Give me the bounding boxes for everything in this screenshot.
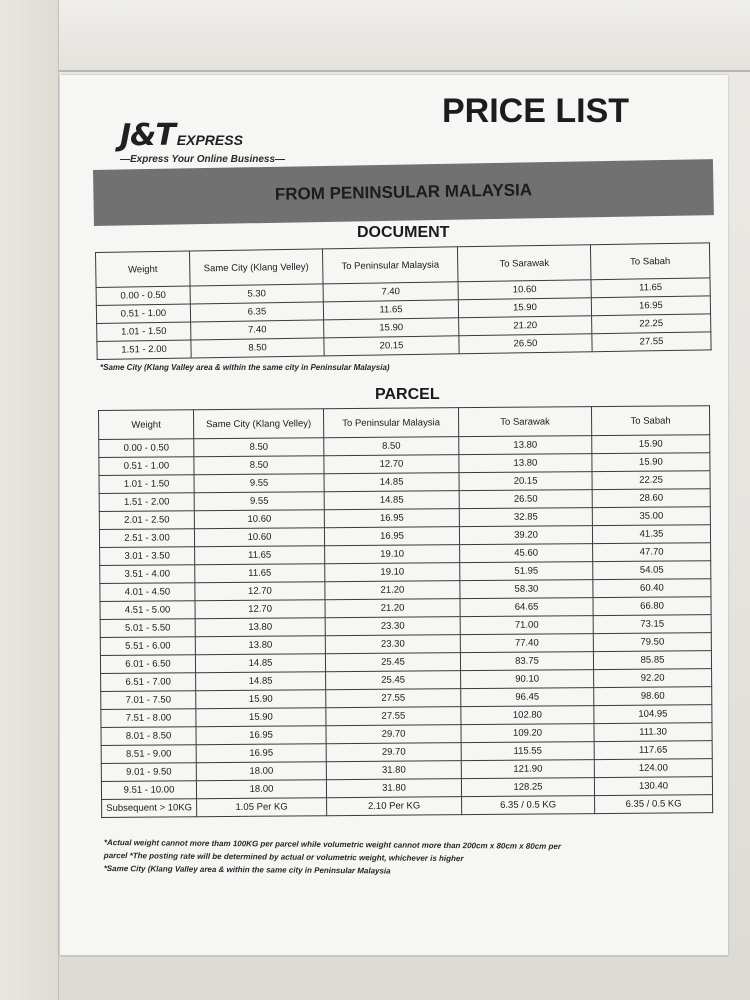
cell: 8.51 - 9.00 xyxy=(101,745,196,764)
cell: 98.60 xyxy=(594,687,712,706)
cell: 0.00 - 0.50 xyxy=(99,439,194,458)
cell: 23.30 xyxy=(325,635,460,654)
cell: 39.20 xyxy=(459,526,592,545)
col-sarawak: To Sarawak xyxy=(457,245,591,282)
cell: 73.15 xyxy=(593,615,711,634)
cell: 1.51 - 2.00 xyxy=(99,493,194,512)
cell: 45.60 xyxy=(460,544,593,563)
cell: 58.30 xyxy=(460,580,593,599)
cell: 47.70 xyxy=(593,543,711,562)
sleeve-top-edge xyxy=(0,0,750,72)
document-price-table xyxy=(95,242,712,360)
cell: 96.45 xyxy=(461,688,594,707)
cell: 15.90 xyxy=(196,690,326,709)
cell: 16.95 xyxy=(591,296,710,316)
cell: 115.55 xyxy=(461,742,594,761)
col-sarawak: To Sarawak xyxy=(458,407,591,437)
cell: 14.85 xyxy=(196,672,326,691)
col-sabah: To Sabah xyxy=(590,243,710,280)
cell: 92.20 xyxy=(594,669,712,688)
cell: 6.35 xyxy=(190,302,323,322)
col-weight: Weight xyxy=(96,251,191,287)
document-table-wrap xyxy=(95,242,712,360)
cell: 13.80 xyxy=(459,454,592,473)
cell: 8.50 xyxy=(194,456,324,475)
cell: 21.20 xyxy=(325,599,460,618)
cell: 2.51 - 3.00 xyxy=(99,529,194,548)
cell: 26.50 xyxy=(459,334,592,354)
cell: 22.25 xyxy=(592,314,711,334)
cell: 12.70 xyxy=(195,582,325,601)
cell: 2.10 Per KG xyxy=(327,797,462,816)
cell: 1.01 - 1.50 xyxy=(97,322,191,341)
cell: 27.55 xyxy=(592,332,711,352)
cell: 128.25 xyxy=(461,778,594,797)
cell: 7.40 xyxy=(323,282,458,302)
cell: 4.01 - 4.50 xyxy=(100,583,195,602)
cell: 54.05 xyxy=(593,561,711,580)
document-note: *Same City (Klang Valley area & within the same city in Peninsular Malaysia) xyxy=(100,363,390,372)
cell: 16.95 xyxy=(196,726,326,745)
parcel-table-wrap xyxy=(98,405,713,818)
sheet-bottom-edge xyxy=(60,955,728,957)
cell: 29.70 xyxy=(326,725,461,744)
cell: 13.80 xyxy=(195,636,325,655)
cell: 9.55 xyxy=(194,474,324,493)
cell: 26.50 xyxy=(459,490,592,509)
cell: 27.55 xyxy=(326,689,461,708)
cell: 15.90 xyxy=(592,453,710,472)
parcel-table-body xyxy=(99,435,713,818)
cell: 3.01 - 3.50 xyxy=(100,547,195,566)
origin-banner-text: FROM PENINSULAR MALAYSIA xyxy=(274,180,533,204)
cell: 28.60 xyxy=(592,489,710,508)
cell: 0.51 - 1.00 xyxy=(99,457,194,476)
cell: 8.50 xyxy=(324,437,459,456)
cell: 15.90 xyxy=(592,435,710,454)
page-title: PRICE LIST xyxy=(442,92,630,130)
cell: 5.01 - 5.50 xyxy=(100,619,195,638)
cell: 23.30 xyxy=(325,617,460,636)
cell: 14.85 xyxy=(324,491,459,510)
cell: 117.65 xyxy=(594,741,712,760)
cell: 10.60 xyxy=(194,510,324,529)
col-sabah: To Sabah xyxy=(591,406,709,436)
cell: 102.80 xyxy=(461,706,594,725)
cell: 16.95 xyxy=(196,744,326,763)
cell: 12.70 xyxy=(195,600,325,619)
cell: 11.65 xyxy=(195,564,325,583)
brand-logo xyxy=(120,118,285,165)
cell: 27.55 xyxy=(326,707,461,726)
cell: 124.00 xyxy=(594,759,712,778)
cell: 90.10 xyxy=(461,670,594,689)
cell: 109.20 xyxy=(461,724,594,743)
cell: 21.20 xyxy=(325,581,460,600)
cell: 13.80 xyxy=(459,436,592,455)
cell: 16.95 xyxy=(324,527,459,546)
cell: 6.35 / 0.5 KG xyxy=(462,796,595,815)
col-peninsular: To Peninsular Malaysia xyxy=(322,247,458,284)
cell: 11.65 xyxy=(323,300,458,320)
cell: 130.40 xyxy=(594,777,712,796)
cell: 7.51 - 8.00 xyxy=(101,709,196,728)
brand-name: J&T xyxy=(120,118,175,153)
parcel-notes xyxy=(104,836,561,879)
cell: 1.01 - 1.50 xyxy=(99,475,194,494)
col-weight: Weight xyxy=(99,410,194,440)
cell: 6.51 - 7.00 xyxy=(101,673,196,692)
cell: 35.00 xyxy=(592,507,710,526)
cell: 4.51 - 5.00 xyxy=(100,601,195,620)
cell: 8.50 xyxy=(194,438,324,457)
brand-suffix: EXPRESS xyxy=(176,132,243,148)
cell: 21.20 xyxy=(459,316,592,336)
parcel-section-title: PARCEL xyxy=(375,386,440,403)
cell: 85.85 xyxy=(593,651,711,670)
cell: 14.85 xyxy=(324,473,459,492)
cell: 15.90 xyxy=(324,318,459,338)
sleeve-left-edge xyxy=(0,0,59,1000)
col-peninsular: To Peninsular Malaysia xyxy=(323,408,458,438)
cell: 20.15 xyxy=(459,472,592,491)
cell: 11.65 xyxy=(195,546,325,565)
cell: 25.45 xyxy=(326,671,461,690)
cell: 64.65 xyxy=(460,598,593,617)
cell: 25.45 xyxy=(325,653,460,672)
cell: 18.00 xyxy=(196,762,326,781)
cell: 6.35 / 0.5 KG xyxy=(595,795,713,814)
cell: 3.51 - 4.00 xyxy=(100,565,195,584)
cell: 22.25 xyxy=(592,471,710,490)
cell: 104.95 xyxy=(594,705,712,724)
cell: 9.01 - 9.50 xyxy=(101,763,196,782)
cell: 111.30 xyxy=(594,723,712,742)
cell: 41.35 xyxy=(592,525,710,544)
parcel-price-table xyxy=(98,405,713,818)
cell: 32.85 xyxy=(459,508,592,527)
cell: 0.51 - 1.00 xyxy=(96,304,190,323)
cell: 31.80 xyxy=(326,779,461,798)
cell: 71.00 xyxy=(460,616,593,635)
cell: 2.01 - 2.50 xyxy=(99,511,194,530)
cell: 18.00 xyxy=(196,780,326,799)
cell: 19.10 xyxy=(325,545,460,564)
cell: 16.95 xyxy=(324,509,459,528)
cell: 15.90 xyxy=(196,708,326,727)
cell: 79.50 xyxy=(593,633,711,652)
cell: 20.15 xyxy=(324,336,459,356)
cell: 29.70 xyxy=(326,743,461,762)
cell: 9.55 xyxy=(194,492,324,511)
cell: 83.75 xyxy=(460,652,593,671)
cell: 66.80 xyxy=(593,597,711,616)
cell: 1.51 - 2.00 xyxy=(97,340,191,359)
cell: 5.51 - 6.00 xyxy=(100,637,195,656)
cell: 14.85 xyxy=(195,654,325,673)
cell: 10.60 xyxy=(458,280,591,300)
cell: 121.90 xyxy=(461,760,594,779)
cell: 9.51 - 10.00 xyxy=(101,781,196,800)
cell: 7.40 xyxy=(191,320,324,340)
cell: 31.80 xyxy=(326,761,461,780)
cell: 11.65 xyxy=(591,278,710,298)
cell: 5.30 xyxy=(190,284,323,304)
cell: 60.40 xyxy=(593,579,711,598)
parcel-note-line: parcel *The posting rate will be determined by actual or volumetric weight, whichever is higher xyxy=(103,850,464,864)
cell: 8.01 - 8.50 xyxy=(101,727,196,746)
origin-banner xyxy=(93,159,714,226)
brand-tagline: —Express Your Online Business— xyxy=(120,154,286,165)
cell: Subsequent > 10KG xyxy=(102,799,197,818)
cell: 19.10 xyxy=(325,563,460,582)
document-section-title: DOCUMENT xyxy=(357,224,450,241)
cell: 15.90 xyxy=(458,298,591,318)
col-same-city: Same City (Klang Velley) xyxy=(189,249,323,286)
parcel-note-line: *Same City (Klang Valley area & within the same city in Peninsular Malaysia xyxy=(103,863,391,876)
cell: 12.70 xyxy=(324,455,459,474)
cell: 8.50 xyxy=(191,338,324,358)
cell: 77.40 xyxy=(460,634,593,653)
cell: 6.01 - 6.50 xyxy=(100,655,195,674)
cell: 1.05 Per KG xyxy=(197,798,327,817)
cell: 0.00 - 0.50 xyxy=(96,286,190,305)
cell: 51.95 xyxy=(460,562,593,581)
cell: 10.60 xyxy=(194,528,324,547)
cell: 7.01 - 7.50 xyxy=(101,691,196,710)
parcel-note-line: *Actual weight cannot more tham 100KG per parcel while volumetric weight cannot more than 200cm x 80cm x 80cm per xyxy=(103,837,562,851)
col-same-city: Same City (Klang Velley) xyxy=(194,409,324,439)
cell: 13.80 xyxy=(195,618,325,637)
